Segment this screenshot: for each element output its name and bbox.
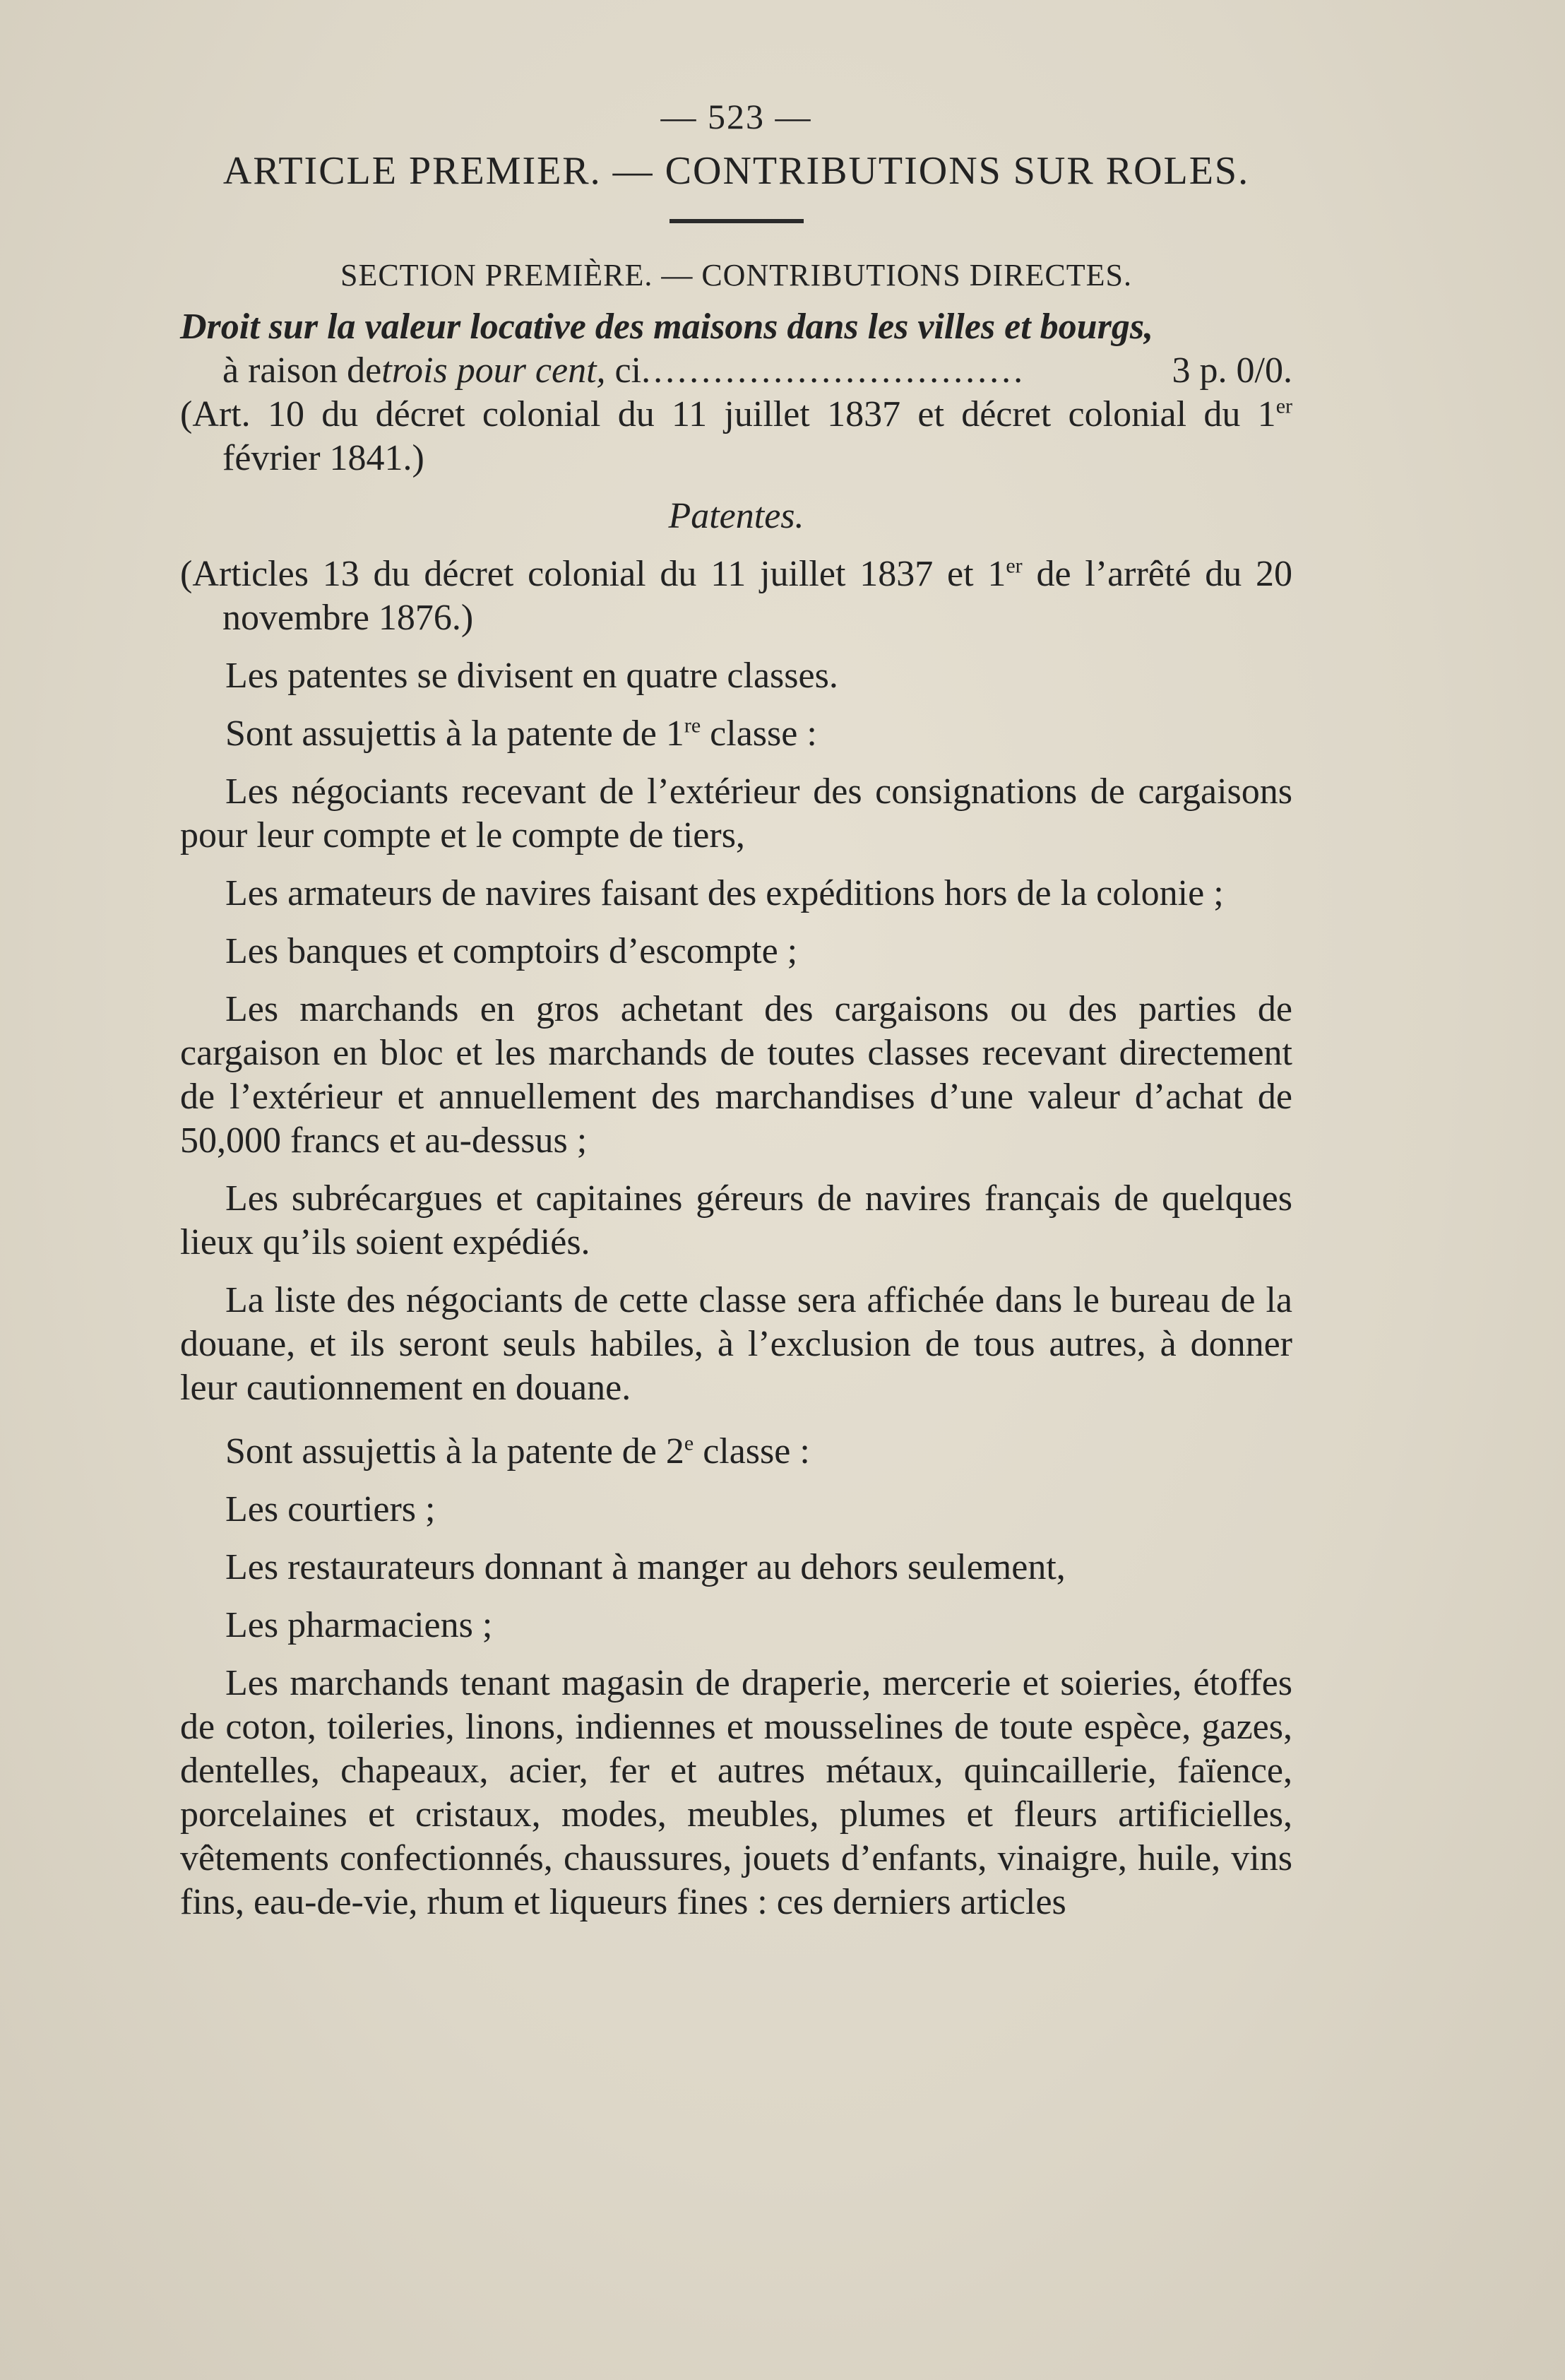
patentes-reference <box>180 552 1292 640</box>
patentes-reference-sup: er <box>1006 554 1023 578</box>
droit-reference-a: (Art. 10 du décret colonial du 11 juillet 1837 et décret colonial du 1 <box>180 394 1276 434</box>
class1-heading-a: Sont assujettis à la patente de 1 <box>225 714 684 754</box>
droit-heading-text: Droit sur la valeur locative des maisons dans les villes et bourgs, <box>180 307 1154 347</box>
class1-item: Les banques et comptoirs d’escompte ; <box>225 931 798 971</box>
class2-item: Les courtiers ; <box>225 1489 436 1529</box>
title-divider <box>670 219 804 223</box>
rate-ci: ci <box>605 350 642 391</box>
rate-prefix: à raison de <box>222 350 382 391</box>
patentes-reference-a: (Articles 13 du décret colonial du 11 juillet 1837 et 1 <box>180 554 1006 594</box>
class1-heading <box>180 712 1292 756</box>
class1-item: Les subrécargues et capitaines géreurs de navires français de quelques lieux qu’ils soient expédiés. <box>180 1178 1292 1262</box>
class2-item: Les restaurateurs donnant à manger au dehors seulement, <box>225 1547 1066 1587</box>
class2-heading-a: Sont assujettis à la patente de 2 <box>225 1431 684 1472</box>
class1-heading-sup: re <box>684 714 701 738</box>
class2-heading-b: classe : <box>694 1431 810 1472</box>
class2-heading-sup: e <box>684 1431 694 1455</box>
page-number: — 523 — <box>660 97 812 136</box>
droit-reference-b: février 1841.) <box>222 438 424 478</box>
class1-item: Les marchands en gros achetant des cargaisons ou des parties de cargaison en bloc et les marchands de toutes classes recevant directement de l’extérieur et annuellement des marchandises d’une valeur d’achat de 50,000 francs et au-dessus ; <box>180 989 1292 1161</box>
section-title: SECTION PREMIÈRE. — CONTRIBUTIONS DIRECTES. <box>340 258 1133 292</box>
class1-item: Les négociants recevant de l’extérieur des consignations de cargaisons pour leur compte et le compte de tiers, <box>180 771 1292 856</box>
class1-item: Les armateurs de navires faisant des expéditions hors de la colonie ; <box>225 873 1224 913</box>
patentes-heading: Patentes. <box>668 496 804 536</box>
rate-value: 3 p. 0/0. <box>1172 350 1292 391</box>
droit-heading <box>180 305 1292 349</box>
rate-italic: trois pour cent, <box>381 350 606 391</box>
droit-rate-line <box>180 349 1292 393</box>
droit-reference <box>180 393 1292 480</box>
class2-item: Les pharmaciens ; <box>225 1605 493 1645</box>
patentes-intro: Les patentes se divisent en quatre classes. <box>225 656 838 696</box>
droit-reference-sup: er <box>1275 394 1292 418</box>
dot-leader: ................................ <box>641 350 1026 391</box>
page-content <box>180 92 1292 1924</box>
class1-heading-b: classe : <box>701 714 817 754</box>
patentes-reference-b: de l’arrêté du 20 novembre 1876.) <box>222 554 1292 638</box>
class1-note: La liste des négociants de cette classe sera affichée dans le bureau de la douane, et ils seront seuls habiles, à l’exclusion de tous autres, à donner leur cautionnement en douane. <box>180 1280 1292 1408</box>
class2-item: Les marchands tenant magasin de draperie, mercerie et soieries, étoffes de coton, toileries, linons, indiennes et mousselines de toute espèce, gazes, dentelles, chapeaux, acier, fer et autres métaux, quincaillerie, faïence, porcelaines et cristaux, modes, meubles, plumes et fleurs artificielles, vêtements confectionnés, chaussures, jouets d’enfants, vinaigre, huile, vins fins, eau-de-vie, rhum et liqueurs fines : ces derniers articles <box>180 1663 1292 1922</box>
class2-heading <box>180 1430 1292 1474</box>
article-title: ARTICLE PREMIER. — CONTRIBUTIONS SUR ROLES. <box>222 149 1250 193</box>
